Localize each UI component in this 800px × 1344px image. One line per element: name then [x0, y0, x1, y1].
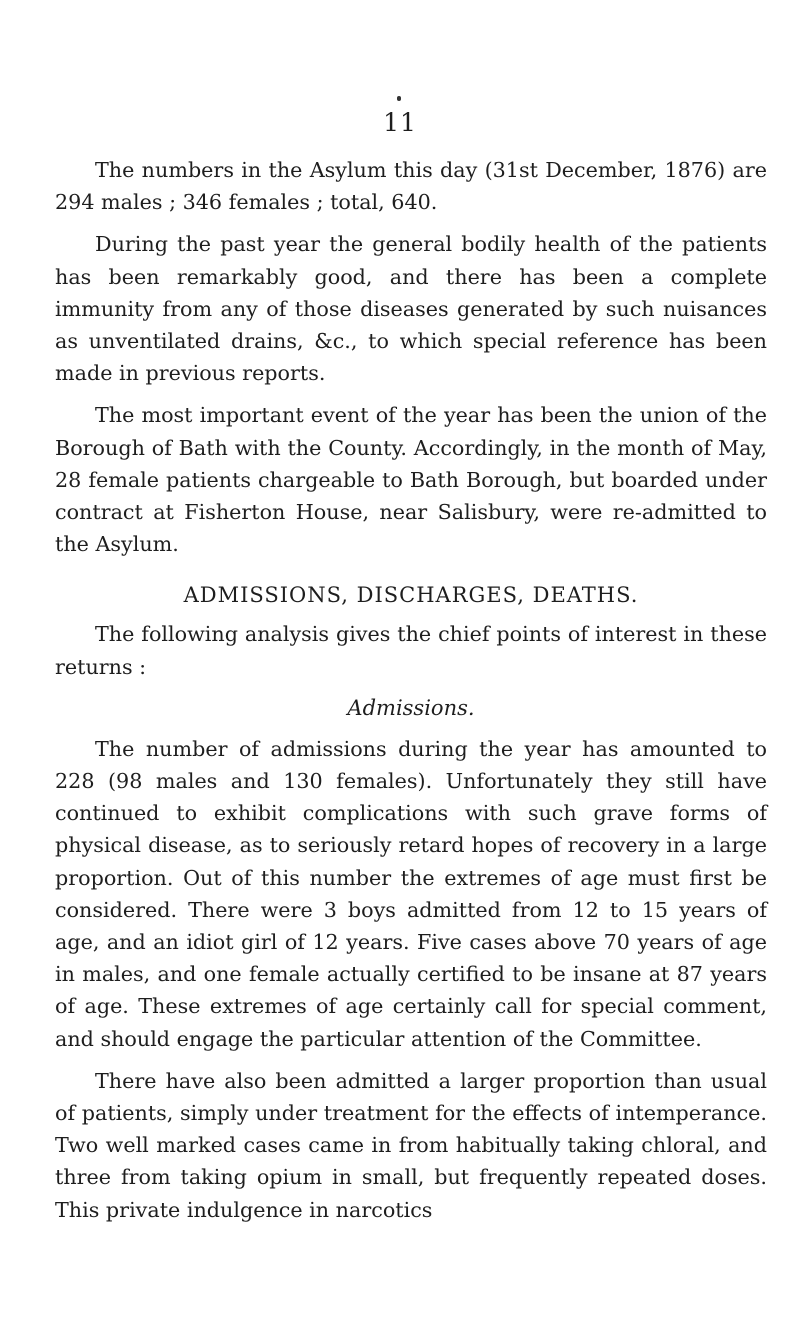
page-number: 11 — [383, 108, 417, 137]
paragraph-admissions: The number of admissions during the year has amounted to 228 (98 males and 130 females). Unfortunately they still have continued to exhibit complications with such grave forms of physical disease, as to seriously retard hopes of recovery in a large proportion. Out of this number the extremes of age must first be considered. There were 3 boys admitted from 12 to 15 years of age, and an idiot girl of 12 years. Five cases above 70 years of age in males, and one female actually certified to be insane at 87 years of age. These extremes of age certainly call for special comment, and should engage the particular attention of the Committee. — [55, 736, 767, 1051]
ink-mark — [397, 96, 401, 101]
paragraph-intemperance: There have also been admitted a larger proportion than usual of patients, simply under treatment for the effects of intemperance. Two well marked cases came in from habitually taking chloral, and three from taking opium in small, but frequently repeated doses. This private indulgence in narcotics — [55, 1068, 767, 1222]
paragraph-bath-union: The most important event of the year has been the union of the Borough of Bath with the County. Accordingly, in the month of May, 28 female patients chargeable to Bath Borough, but boarded under contract at Fisherton House, near Salisbury, were re-admitted to the Asylum. — [55, 403, 767, 557]
paragraph-analysis-intro: The following analysis gives the chief points of interest in these returns : — [55, 622, 767, 679]
body-text — [55, 154, 767, 1226]
section-heading: ADMISSIONS, DISCHARGES, DEATHS. — [183, 583, 639, 608]
paragraph-asylum-numbers: The numbers in the Asylum this day (31st December, 1876) are 294 males ; 346 females ; total, 640. — [55, 158, 767, 215]
section-subheading: Admissions. — [347, 695, 475, 720]
paragraph-bodily-health: During the past year the general bodily health of the patients has been remarkably good, and there has been a complete immunity from any of those diseases generated by such nuisances as unventilated drains, &c., to which special reference has been made in previous reports. — [55, 232, 767, 386]
